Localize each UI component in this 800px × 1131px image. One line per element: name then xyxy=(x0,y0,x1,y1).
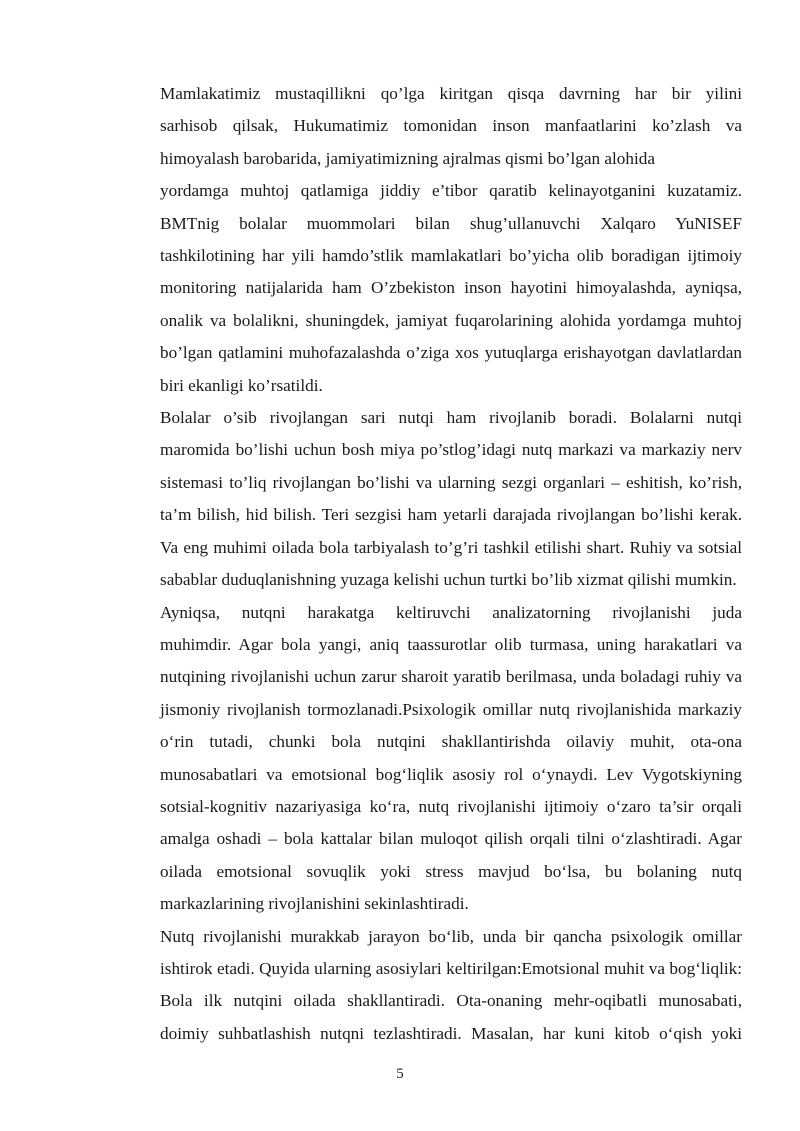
text-line: BMTnig bolalar muommolari bilan shug’ullanuvchi Xalqaro YuNISEF xyxy=(160,213,742,233)
text-line: Nutq rivojlanishi murakkab jarayon bo‘lib, unda bir qancha psixologik omillar xyxy=(160,926,742,946)
text-line: markazlarining rivojlanishini sekinlashtiradi. xyxy=(160,894,469,914)
paragraph xyxy=(113,921,742,1051)
text-line: onalik va bolalikni, shuningdek, jamiyat fuqarolarining alohida yordamga muhtoj xyxy=(160,310,742,330)
text-line: Bolalar o’sib rivojlangan sari nutqi ham rivojlanib boradi. Bolalarni nutqi xyxy=(160,408,742,428)
text-line: o‘rin tutadi, chunki bola nutqini shakllantirishda oilaviy muhit, ota-ona xyxy=(160,732,742,752)
page-number: 5 xyxy=(396,1066,404,1082)
text-line: amalga oshadi – bola kattalar bilan muloqot qilish orqali tilni o‘zlashtiradi. Agar xyxy=(160,829,742,849)
text-line: ishtirok etadi. Quyida ularning asosiylari keltirilgan:Emotsional muhit va bog‘liqlik: xyxy=(160,958,742,978)
paragraph xyxy=(113,402,742,596)
text-line: Va eng muhimi oilada bola tarbiyalash to’g’ri tashkil etilishi shart. Ruhiy va sotsial xyxy=(160,537,742,557)
text-line: muhimdir. Agar bola yangi, aniq taassurotlar olib turmasa, uning harakatlari va xyxy=(160,634,742,654)
text-line: nutqining rivojlanishi uchun zarur sharoit yaratib berilmasa, unda boladagi ruhiy va xyxy=(160,667,742,687)
text-line: biri ekanligi ko’rsatildi. xyxy=(160,375,323,395)
text-line: doimiy suhbatlashish nutqni tezlashtiradi. Masalan, har kuni kitob o‘qish yoki xyxy=(160,1023,742,1043)
text-line: sarhisob qilsak, Hukumatimiz tomonidan inson manfaatlarini ko’zlash va xyxy=(160,116,742,136)
text-line: oilada emotsional sovuqlik yoki stress mavjud bo‘lsa, bu bolaning nutq xyxy=(160,861,742,881)
text-line: bo’lgan qatlamini muhofazalashda o’ziga xos yutuqlarga erishayotgan davlatlardan xyxy=(160,343,742,363)
paragraph xyxy=(113,78,742,402)
text-line: ta’m bilish, hid bilish. Teri sezgisi ham yetarli darajada rivojlangan bo’lishi kerak. xyxy=(160,505,742,525)
text-line: yordamga muhtoj qatlamiga jiddiy e’tibor qaratib kelinayotganini kuzatamiz. xyxy=(160,181,742,201)
text-line: monitoring natijalarida ham O’zbekiston inson hayotini himoyalashda, ayniqsa, xyxy=(160,278,742,298)
body-text xyxy=(113,78,742,1050)
text-line: sistemasi to’liq rivojlangan bo’lishi va ularning sezgi organlari – eshitish, ko’rish, xyxy=(160,472,742,492)
text-line: maromida bo’lishi uchun bosh miya po’stlog’idagi nutq markazi va markaziy nerv xyxy=(160,440,742,460)
text-line: sabablar duduqlanishning yuzaga kelishi uchun turtki bo’lib xizmat qilishi mumkin. xyxy=(160,570,737,590)
text-line: sotsial-kognitiv nazariyasiga ko‘ra, nutq rivojlanishi ijtimoiy o‘zaro ta’sir orqali xyxy=(160,796,742,816)
text-line: munosabatlari va emotsional bog‘liqlik asosiy rol o‘ynaydi. Lev Vygotskiyning xyxy=(160,764,742,784)
text-line: himoyalash barobarida, jamiyatimizning ajralmas qismi bo’lgan alohida xyxy=(160,148,655,168)
text-line: tashkilotining har yili hamdo’stlik mamlakatlari bo’yicha olib boradigan ijtimoiy xyxy=(160,246,742,266)
text-line: Bola ilk nutqini oilada shakllantiradi. Ota-onaning mehr-oqibatli munosabati, xyxy=(160,991,742,1011)
text-line: Mamlakatimiz mustaqillikni qo’lga kiritgan qisqa davrning har bir yilini xyxy=(160,84,742,103)
text-line: Ayniqsa, nutqni harakatga keltiruvchi analizatorning rivojlanishi juda xyxy=(160,602,742,622)
paragraph xyxy=(113,597,742,921)
text-line: jismoniy rivojlanish tormozlanadi.Psixologik omillar nutq rivojlanishida markaziy xyxy=(160,699,742,719)
